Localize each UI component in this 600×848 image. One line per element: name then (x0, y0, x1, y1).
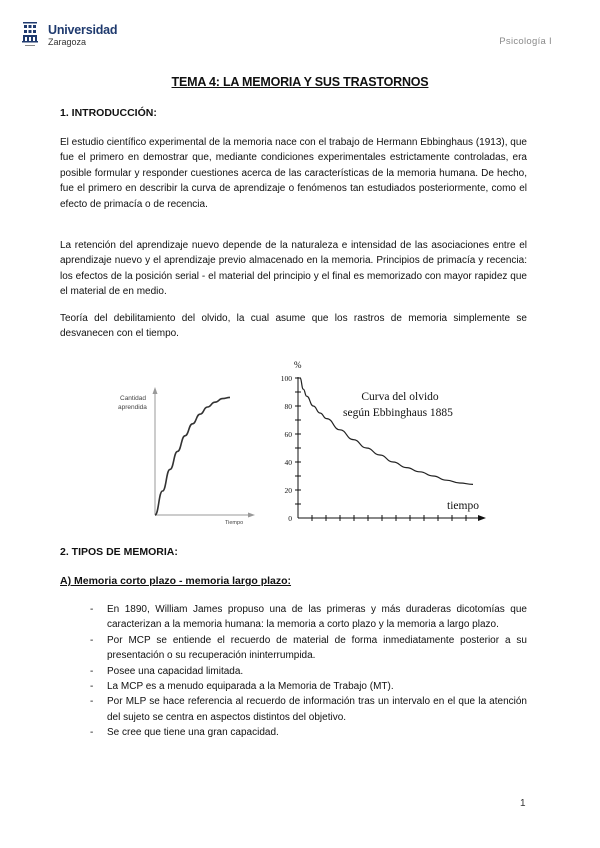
section-heading-tipos-memoria: 2. TIPOS DE MEMORIA: (60, 546, 178, 558)
learning-y-axis-arrow (153, 387, 158, 394)
document-title: TEMA 4: LA MEMORIA Y SUS TRASTORNOS (171, 75, 429, 89)
list-item-text: Por MCP se entiende el recuerdo de material de forma inmediatamente posterior a su presentación o su recuperación ininterrumpida. (107, 634, 527, 662)
list-item (60, 664, 527, 679)
forgetting-title-line1: Curva del olvido (361, 391, 439, 403)
logo-city-name: Zaragoza (48, 37, 87, 47)
list-item (60, 602, 527, 633)
learning-curve-figure (110, 370, 270, 530)
learning-curve-line (155, 397, 230, 515)
learning-xlabel: Tiempo (225, 520, 244, 526)
logo-university-name: Universidad (48, 23, 118, 37)
course-name: Psicología I (499, 36, 552, 47)
forgetting-y-tick-label: 20 (284, 486, 292, 495)
memory-types-list (60, 602, 527, 741)
list-bullet: - (90, 696, 94, 708)
list-bullet: - (90, 665, 94, 677)
list-bullet: - (90, 634, 94, 646)
list-bullet: - (90, 604, 94, 615)
section-heading-introduccion: 1. INTRODUCCIÓN: (60, 107, 157, 119)
forgetting-y-tick-label: 0 (288, 514, 292, 523)
list-item (60, 633, 527, 664)
list-item-text: La MCP es a menudo equiparada a la Memoria de Trabajo (MT). (107, 681, 394, 693)
list-item-text: Posee una capacidad limitada. (107, 665, 244, 677)
forgetting-y-tick-label: 80 (284, 402, 292, 411)
list-bullet: - (90, 727, 94, 739)
learning-ylabel-line1: Cantidad (120, 395, 147, 402)
forgetting-y-tick-label: 40 (284, 458, 292, 467)
list-item-text: En 1890, William James propuso una de las primeras y más duraderas dicotomías que caracterizan a la memoria humana: la memoria a corto plazo y la memoria a largo plazo. (107, 604, 527, 631)
learning-x-axis-arrow (248, 513, 255, 518)
list-item-text: Se cree que tiene una gran capacidad. (107, 727, 279, 739)
forgetting-y-tick-label: 60 (284, 430, 292, 439)
list-item (60, 725, 527, 740)
forgetting-x-axis-arrow (478, 515, 486, 521)
list-item (60, 694, 527, 725)
forgetting-curve-figure (280, 355, 520, 530)
list-item (60, 679, 527, 694)
paragraph-debilitamiento: Teoría del debilitamiento del olvido, la cual asume que los rastros de memoria simplemente se desvanecen con el tiempo. (60, 313, 527, 340)
list-item-text: Por MLP se hace referencia al recuerdo de información tras un intervalo en el que la atención del sujeto se centra en aspectos distintos del objetivo. (107, 696, 527, 723)
university-logo (22, 22, 132, 52)
paragraph-ebbinghaus: El estudio científico experimental de la memoria nace con el trabajo de Hermann Ebbinghaus (1913), que fue el primero en demostrar que, mediante condiciones experimentales estrictamente controladas, era posible formular y responder cuestiones acerca de las características de la memoria humana. De hecho, fue el primero en describir la curva de aprendizaje o fenómenos tan estudiados posteriormente, como el efecto de primacía o de recencia. (60, 137, 527, 210)
forgetting-title-line2: según Ebbinghaus 1885 (343, 407, 453, 419)
forgetting-y-tick-label: 100 (280, 374, 292, 383)
paragraph-retencion: La retención del aprendizaje nuevo depende de la naturaleza e intensidad de las asociaciones entre el aprendizaje nuevo y el aprendizaje previo almacenado en la memoria. Principios de primacía y recencia: los efectos de la posición serial - el material del principio y el final es memorizado con mayor rapidez que el material de en medio. (60, 240, 527, 298)
page-number: 1 (520, 798, 526, 809)
university-crest-icon (22, 22, 38, 48)
subsection-heading-corto-largo-plazo: A) Memoria corto plazo - memoria largo plazo: (60, 575, 292, 587)
forgetting-xlabel: tiempo (447, 500, 479, 512)
list-bullet: - (90, 681, 94, 693)
forgetting-ylabel: % (294, 360, 302, 370)
learning-ylabel-line2: aprendida (118, 404, 147, 411)
